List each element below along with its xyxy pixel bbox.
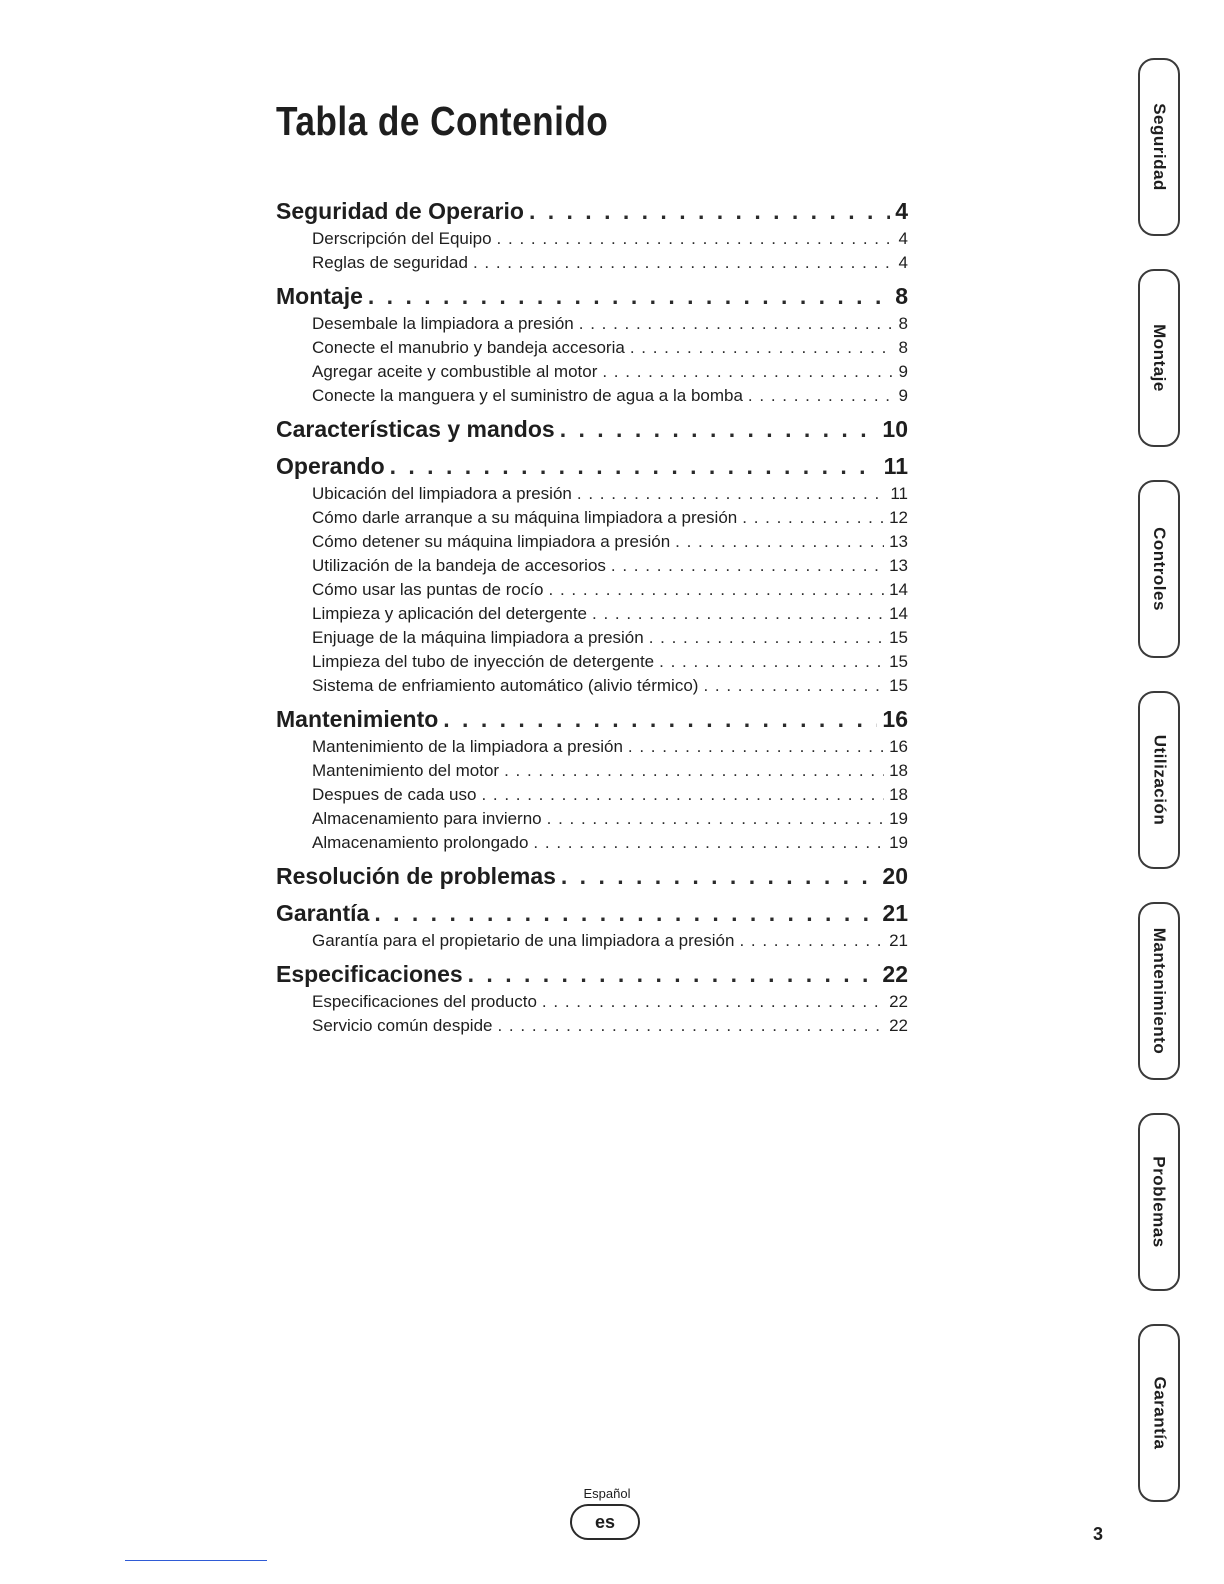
dot-leader	[468, 961, 878, 988]
toc-entry[interactable]	[276, 338, 908, 362]
dot-leader	[611, 556, 884, 576]
dot-leader	[529, 198, 890, 225]
toc-entry-label: Despues de cada uso	[312, 785, 477, 804]
section-tab[interactable]	[1138, 691, 1180, 869]
section-tab[interactable]	[1138, 269, 1180, 447]
section-tab[interactable]	[1138, 1324, 1180, 1502]
toc-section-title: Montaje	[276, 283, 363, 309]
section-tab-label: Controles	[1150, 527, 1169, 611]
dot-leader	[497, 1016, 884, 1036]
toc-entry-label: Enjuage de la máquina limpiadora a presión	[312, 628, 644, 647]
toc-entry-label: Utilización de la bandeja de accesorios	[312, 556, 606, 575]
toc-entry-label: Almacenamiento para invierno	[312, 809, 542, 828]
toc-section-title: Operando	[276, 453, 385, 479]
toc-page-number: 14	[889, 580, 908, 599]
dot-leader	[374, 900, 877, 927]
toc-entry-label: Cómo detener su máquina limpiadora a presión	[312, 532, 671, 551]
toc-section-row[interactable]	[276, 453, 908, 484]
dot-leader	[533, 833, 884, 853]
toc-section	[276, 283, 908, 410]
toc-entry[interactable]	[276, 580, 908, 604]
toc-entry[interactable]	[276, 931, 908, 955]
toc-page-number: 22	[889, 1016, 908, 1035]
toc-section-row[interactable]	[276, 961, 908, 992]
section-tab[interactable]	[1138, 58, 1180, 236]
dot-leader	[739, 931, 884, 951]
toc-entry-label: Limpieza y aplicación del detergente	[312, 604, 588, 623]
language-label: Español	[583, 1486, 631, 1501]
toc-entry[interactable]	[276, 676, 908, 700]
toc-entry-label: Cómo darle arranque a su máquina limpiadora a presión	[312, 508, 738, 527]
toc-page-number: 16	[882, 706, 908, 732]
dot-leader	[577, 484, 885, 504]
toc-section-title: Seguridad de Operario	[276, 198, 524, 224]
toc-entry[interactable]	[276, 253, 908, 277]
toc-entry-label: Conecte el manubrio y bandeja accesoria	[312, 338, 625, 357]
toc-entry[interactable]	[276, 386, 908, 410]
toc-entry[interactable]	[276, 314, 908, 338]
footer-rule	[125, 1560, 267, 1561]
toc-entry-label: Cómo usar las puntas de rocío	[312, 580, 544, 599]
toc-page-number: 13	[889, 532, 908, 551]
toc-entry-label: Derscripción del Equipo	[312, 229, 492, 248]
toc-section-title: Resolución de problemas	[276, 863, 556, 889]
toc-page-number: 16	[889, 737, 908, 756]
toc-entry-label: Almacenamiento prolongado	[312, 833, 529, 852]
toc-entry[interactable]	[276, 532, 908, 556]
section-tab[interactable]	[1138, 902, 1180, 1080]
section-tab[interactable]	[1138, 1113, 1180, 1291]
toc-entry-label: Ubicación del limpiadora a presión	[312, 484, 572, 503]
toc-section-title: Mantenimiento	[276, 706, 439, 732]
toc-page-number: 13	[889, 556, 908, 575]
toc-entry-label: Servicio común despide	[312, 1016, 493, 1035]
toc-entry[interactable]	[276, 992, 908, 1016]
toc-page-number: 4	[898, 253, 908, 272]
toc-page-number: 20	[882, 863, 908, 889]
dot-leader	[560, 416, 878, 443]
section-tab-label: Garantía	[1150, 1376, 1170, 1450]
toc-entry-label: Reglas de seguridad	[312, 253, 468, 272]
dot-leader	[579, 314, 894, 334]
toc-entry[interactable]	[276, 628, 908, 652]
toc-entry-label: Especificaciones del producto	[312, 992, 537, 1011]
toc-section-row[interactable]	[276, 198, 908, 229]
toc-entry-label: Sistema de enfriamiento automático (alivio térmico)	[312, 676, 699, 695]
dot-leader	[630, 338, 894, 358]
toc-entry[interactable]	[276, 785, 908, 809]
toc-page-number: 18	[889, 761, 908, 780]
page-number: 3	[1093, 1524, 1104, 1544]
dot-leader	[542, 992, 884, 1012]
toc-entry-label: Desembale la limpiadora a presión	[312, 314, 574, 333]
dot-leader	[602, 362, 893, 382]
toc-section	[276, 453, 908, 700]
dot-leader	[481, 785, 884, 805]
toc-section-row[interactable]	[276, 900, 908, 931]
section-tab-label: Utilización	[1150, 734, 1170, 826]
toc-entry-label: Mantenimiento del motor	[312, 761, 500, 780]
page-title: Tabla de Contenido	[276, 98, 609, 144]
section-tab-label: Mantenimiento	[1150, 927, 1170, 1055]
toc-section	[276, 198, 908, 277]
dot-leader	[390, 453, 879, 480]
toc-section	[276, 416, 908, 447]
toc-entry[interactable]	[276, 362, 908, 386]
dot-leader	[497, 229, 894, 249]
toc-page-number: 14	[889, 604, 908, 623]
toc-page-number: 11	[890, 484, 908, 503]
toc-page-number: 8	[898, 338, 908, 357]
toc-entry[interactable]	[276, 508, 908, 532]
toc-section	[276, 900, 908, 955]
toc-entry[interactable]	[276, 604, 908, 628]
toc-page-number: 15	[889, 628, 908, 647]
dot-leader	[748, 386, 894, 406]
toc-section-row[interactable]	[276, 283, 908, 314]
toc-section-title: Características y mandos	[276, 416, 555, 442]
section-tab-label: Montaje	[1150, 324, 1170, 392]
toc-page-number: 19	[889, 809, 908, 828]
toc-page-number: 4	[898, 229, 908, 248]
toc-entry-label: Mantenimiento de la limpiadora a presión	[312, 737, 623, 756]
toc-entry-label: Agregar aceite y combustible al motor	[312, 362, 598, 381]
dot-leader	[742, 508, 884, 528]
toc-page-number: 10	[882, 416, 908, 442]
dot-leader	[549, 580, 885, 600]
toc-page-number: 11	[883, 453, 908, 479]
toc-entry[interactable]	[276, 484, 908, 508]
dot-leader	[649, 628, 884, 648]
toc-page-number: 22	[889, 992, 908, 1011]
toc-entry[interactable]	[276, 1016, 908, 1040]
dot-leader	[675, 532, 884, 552]
section-tab-label: Seguridad	[1150, 103, 1169, 191]
toc-page-number: 8	[895, 283, 908, 309]
dot-leader	[659, 652, 884, 672]
toc-page-number: 4	[895, 198, 908, 224]
dot-leader	[561, 863, 878, 890]
toc-page-number: 21	[882, 900, 908, 926]
dot-leader	[628, 737, 884, 757]
toc-entry-label: Conecte la manguera y el suministro de agua a la bomba	[312, 386, 743, 405]
toc-section	[276, 863, 908, 894]
toc-page-number: 12	[889, 508, 908, 527]
toc-section-row[interactable]	[276, 706, 908, 737]
toc-page-number: 19	[889, 833, 908, 852]
toc-section-title: Garantía	[276, 900, 370, 926]
dot-leader	[368, 283, 890, 310]
toc-page-number: 8	[898, 314, 908, 333]
toc-section	[276, 706, 908, 857]
dot-leader	[443, 706, 877, 733]
toc-page-number: 21	[889, 931, 908, 950]
toc-section-title: Especificaciones	[276, 961, 463, 987]
toc-entry[interactable]	[276, 833, 908, 857]
toc-page-number: 9	[898, 362, 908, 381]
toc-page-number: 18	[889, 785, 908, 804]
toc-entry-label: Garantía para el propietario de una limpiadora a presión	[312, 931, 735, 950]
toc-section-row[interactable]	[276, 863, 908, 894]
toc-entry[interactable]	[276, 737, 908, 761]
toc-entry[interactable]	[276, 809, 908, 833]
toc-page-number: 22	[882, 961, 908, 987]
table-of-contents	[276, 198, 908, 1046]
toc-entry[interactable]	[276, 229, 908, 253]
section-tab[interactable]	[1138, 480, 1180, 658]
toc-section	[276, 961, 908, 1040]
toc-entry[interactable]	[276, 556, 908, 580]
toc-page-number: 9	[898, 386, 908, 405]
toc-section-row[interactable]	[276, 416, 908, 447]
dot-leader	[547, 809, 884, 829]
dot-leader	[592, 604, 884, 624]
dot-leader	[703, 676, 884, 696]
section-tab-label: Problemas	[1150, 1156, 1169, 1248]
toc-entry-label: Limpieza del tubo de inyección de detergente	[312, 652, 655, 671]
dot-leader	[504, 761, 884, 781]
toc-entry[interactable]	[276, 652, 908, 676]
toc-page-number: 15	[889, 676, 908, 695]
toc-entry[interactable]	[276, 761, 908, 785]
language-badge: es	[570, 1504, 640, 1540]
toc-page-number: 15	[889, 652, 908, 671]
dot-leader	[473, 253, 894, 273]
